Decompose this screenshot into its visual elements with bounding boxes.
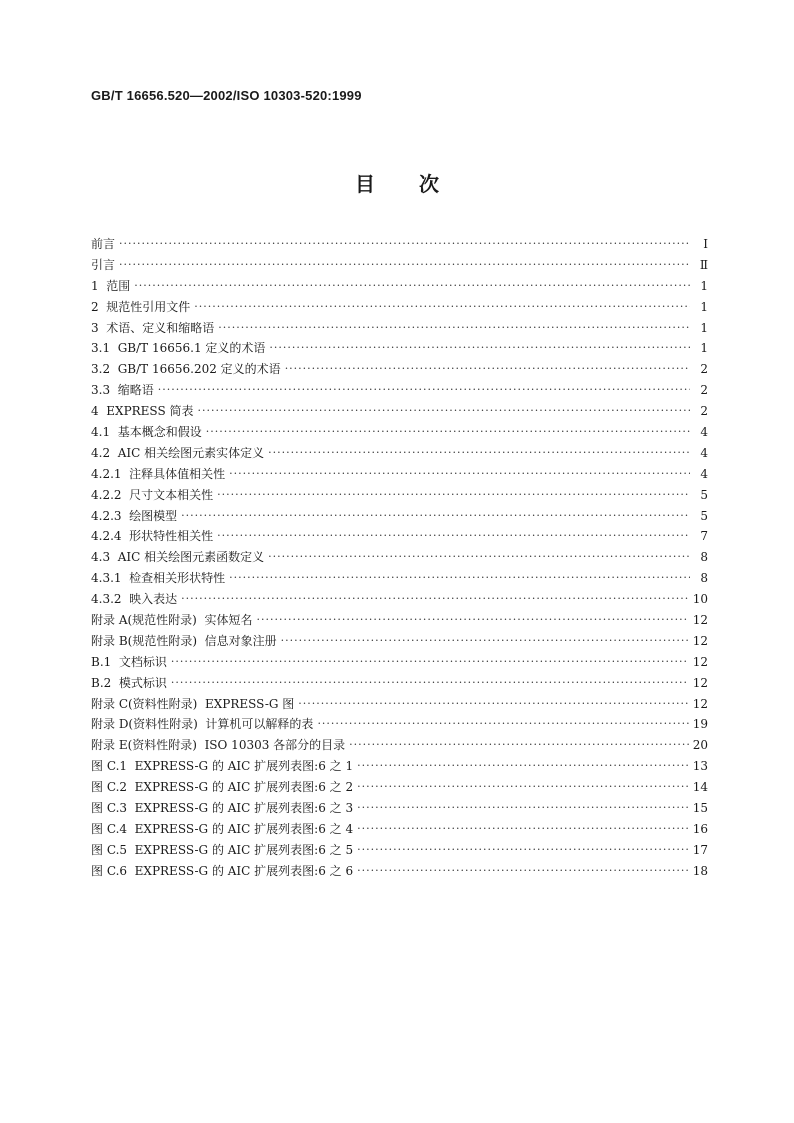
dot-leader (269, 338, 690, 359)
toc-entry[interactable] (91, 359, 708, 380)
toc-entry-title: 图 C.4 EXPRESS-G 的 AIC 扩展列表图:6 之 4 (91, 821, 354, 836)
dot-leader (134, 276, 690, 297)
toc-entry[interactable] (91, 526, 708, 547)
toc-entry[interactable] (91, 318, 708, 339)
toc-entry-page-number: 12 (692, 675, 708, 690)
toc-entry-page-number: 1 (700, 341, 708, 356)
dot-leader (158, 380, 690, 401)
dot-leader (357, 819, 689, 840)
toc-entry-page-number: 8 (700, 550, 708, 565)
toc-entry-page-number: 19 (692, 717, 708, 732)
toc-entry-page-number: 2 (700, 362, 708, 377)
toc-entry[interactable] (91, 756, 708, 777)
dot-leader (256, 610, 688, 631)
toc-entry-page-number: 12 (692, 654, 708, 669)
dot-leader (349, 735, 689, 756)
toc-entry[interactable] (91, 735, 708, 756)
toc-entry[interactable] (91, 631, 708, 652)
dot-leader (206, 422, 690, 443)
toc-entry-title: 3 术语、定义和缩略语 (91, 320, 215, 335)
toc-entry-title: 4 EXPRESS 简表 (91, 404, 194, 419)
toc-entry-page-number: 2 (700, 383, 708, 398)
toc-entry-page-number: 16 (692, 821, 708, 836)
toc-entry-title: 附录 B(规范性附录) 信息对象注册 (91, 633, 277, 648)
dot-leader (217, 485, 690, 506)
toc-entry[interactable] (91, 861, 708, 882)
toc-entry-page-number: 2 (700, 404, 708, 419)
toc-entry-page-number: 15 (692, 801, 708, 816)
dot-leader (357, 861, 689, 882)
toc-entry-title: 4.3.2 映入表达 (91, 592, 178, 607)
toc-entry-page-number: 4 (700, 445, 708, 460)
toc-entry-title: 附录 D(资料性附录) 计算机可以解释的表 (91, 717, 314, 732)
toc-entry-title: 图 C.6 EXPRESS-G 的 AIC 扩展列表图:6 之 6 (91, 863, 354, 878)
toc-entry-title: 4.1 基本概念和假设 (91, 425, 202, 439)
dot-leader (268, 443, 690, 464)
toc-entry-title: 3.3 缩略语 (91, 383, 154, 398)
toc-entry-title: B.1 文档标识 (91, 654, 167, 669)
toc-entry[interactable] (91, 276, 708, 297)
toc-entry-title: 3.1 GB/T 16656.1 定义的术语 (91, 341, 266, 356)
dot-leader (181, 589, 689, 610)
toc-entry-title: 2 规范性引用文件 (91, 299, 191, 314)
dot-leader (298, 694, 688, 715)
toc-entry-title: 4.3 AIC 相关绘图元素函数定义 (91, 550, 265, 565)
toc-entry[interactable] (91, 840, 708, 861)
toc-entry-page-number: Ⅰ (703, 236, 708, 251)
toc-entry-page-number: 1 (700, 278, 708, 293)
dot-leader (357, 798, 689, 819)
page-title (0, 168, 794, 197)
dot-leader (357, 756, 689, 777)
toc-entry[interactable] (91, 443, 708, 464)
toc-entry-page-number: 1 (700, 299, 708, 314)
standard-code-header: GB/T 16656.520—2002/ISO 10303-520:1999 (91, 88, 362, 103)
toc-entry-title: 4.2.4 形状特性相关性 (91, 529, 214, 544)
toc-entry[interactable] (91, 422, 708, 443)
toc-entry-page-number: Ⅱ (699, 257, 708, 272)
toc-entry[interactable] (91, 297, 708, 318)
dot-leader (357, 840, 689, 861)
toc-entry[interactable] (91, 694, 708, 715)
toc-entry[interactable] (91, 568, 708, 589)
toc-entry-title: 1 范围 (91, 278, 131, 293)
dot-leader (281, 631, 689, 652)
title-char-1: 目 (355, 172, 375, 196)
toc-entry-page-number: 17 (692, 842, 708, 857)
toc-entry-page-number: 4 (700, 425, 708, 439)
toc-entry-title: 4.2.3 绘图模型 (91, 508, 178, 523)
toc-entry[interactable] (91, 798, 708, 819)
toc-entry-title: 图 C.1 EXPRESS-G 的 AIC 扩展列表图:6 之 1 (91, 759, 354, 774)
dot-leader (285, 359, 690, 380)
toc-entry[interactable] (91, 714, 708, 735)
toc-entry[interactable] (91, 255, 708, 276)
dot-leader (218, 318, 690, 339)
toc-entry[interactable] (91, 547, 708, 568)
dot-leader (119, 234, 690, 255)
table-of-contents (91, 234, 708, 882)
toc-entry-page-number: 5 (700, 508, 708, 523)
dot-leader (171, 673, 689, 694)
toc-entry[interactable] (91, 234, 708, 255)
toc-entry[interactable] (91, 464, 708, 485)
toc-entry-title: 附录 C(资料性附录) EXPRESS-G 图 (91, 696, 295, 711)
dot-leader (197, 401, 690, 422)
toc-entry-page-number: 4 (700, 466, 708, 481)
dot-leader (181, 506, 690, 527)
toc-entry[interactable] (91, 506, 708, 527)
toc-entry-title: 前言 (91, 236, 116, 251)
dot-leader (268, 547, 690, 568)
toc-entry-title: 图 C.5 EXPRESS-G 的 AIC 扩展列表图:6 之 5 (91, 842, 354, 857)
toc-entry-page-number: 7 (700, 529, 708, 544)
toc-entry[interactable] (91, 485, 708, 506)
toc-entry[interactable] (91, 777, 708, 798)
toc-entry-title: 4.3.1 检查相关形状特性 (91, 571, 226, 586)
toc-entry[interactable] (91, 673, 708, 694)
toc-entry-page-number: 20 (692, 738, 708, 753)
toc-entry-title: 4.2.2 尺寸文本相关性 (91, 487, 214, 502)
dot-leader (229, 568, 690, 589)
toc-entry-page-number: 12 (692, 613, 708, 628)
dot-leader (217, 526, 690, 547)
toc-entry-page-number: 13 (692, 759, 708, 774)
toc-entry[interactable] (91, 652, 708, 673)
toc-entry-page-number: 12 (692, 633, 708, 648)
toc-entry-page-number: 1 (700, 320, 708, 335)
toc-entry-page-number: 5 (700, 487, 708, 502)
toc-entry[interactable] (91, 380, 708, 401)
toc-entry[interactable] (91, 401, 708, 422)
toc-entry-title: 附录 E(资料性附录) ISO 10303 各部分的目录 (91, 738, 346, 753)
toc-entry-title: B.2 模式标识 (91, 675, 167, 690)
toc-entry-page-number: 10 (692, 592, 708, 607)
toc-entry-title: 4.2.1 注释具体值相关性 (91, 466, 226, 481)
toc-entry-title: 图 C.3 EXPRESS-G 的 AIC 扩展列表图:6 之 3 (91, 801, 354, 816)
toc-entry[interactable] (91, 819, 708, 840)
dot-leader (119, 255, 690, 276)
toc-entry-title: 3.2 GB/T 16656.202 定义的术语 (91, 362, 281, 377)
dot-leader (357, 777, 689, 798)
dot-leader (171, 652, 689, 673)
title-char-2: 次 (419, 172, 439, 196)
dot-leader (194, 297, 690, 318)
toc-entry-title: 4.2 AIC 相关绘图元素实体定义 (91, 445, 265, 460)
toc-entry-page-number: 8 (700, 571, 708, 586)
toc-entry-page-number: 12 (692, 696, 708, 711)
dot-leader (317, 714, 688, 735)
toc-entry-title: 图 C.2 EXPRESS-G 的 AIC 扩展列表图:6 之 2 (91, 780, 354, 795)
toc-entry-page-number: 18 (692, 863, 708, 878)
toc-entry-title: 附录 A(规范性附录) 实体短名 (91, 613, 253, 628)
toc-entry-page-number: 14 (692, 780, 708, 795)
toc-entry[interactable] (91, 610, 708, 631)
toc-entry-title: 引言 (91, 257, 116, 272)
toc-entry[interactable] (91, 589, 708, 610)
toc-entry[interactable] (91, 338, 708, 359)
dot-leader (229, 464, 690, 485)
